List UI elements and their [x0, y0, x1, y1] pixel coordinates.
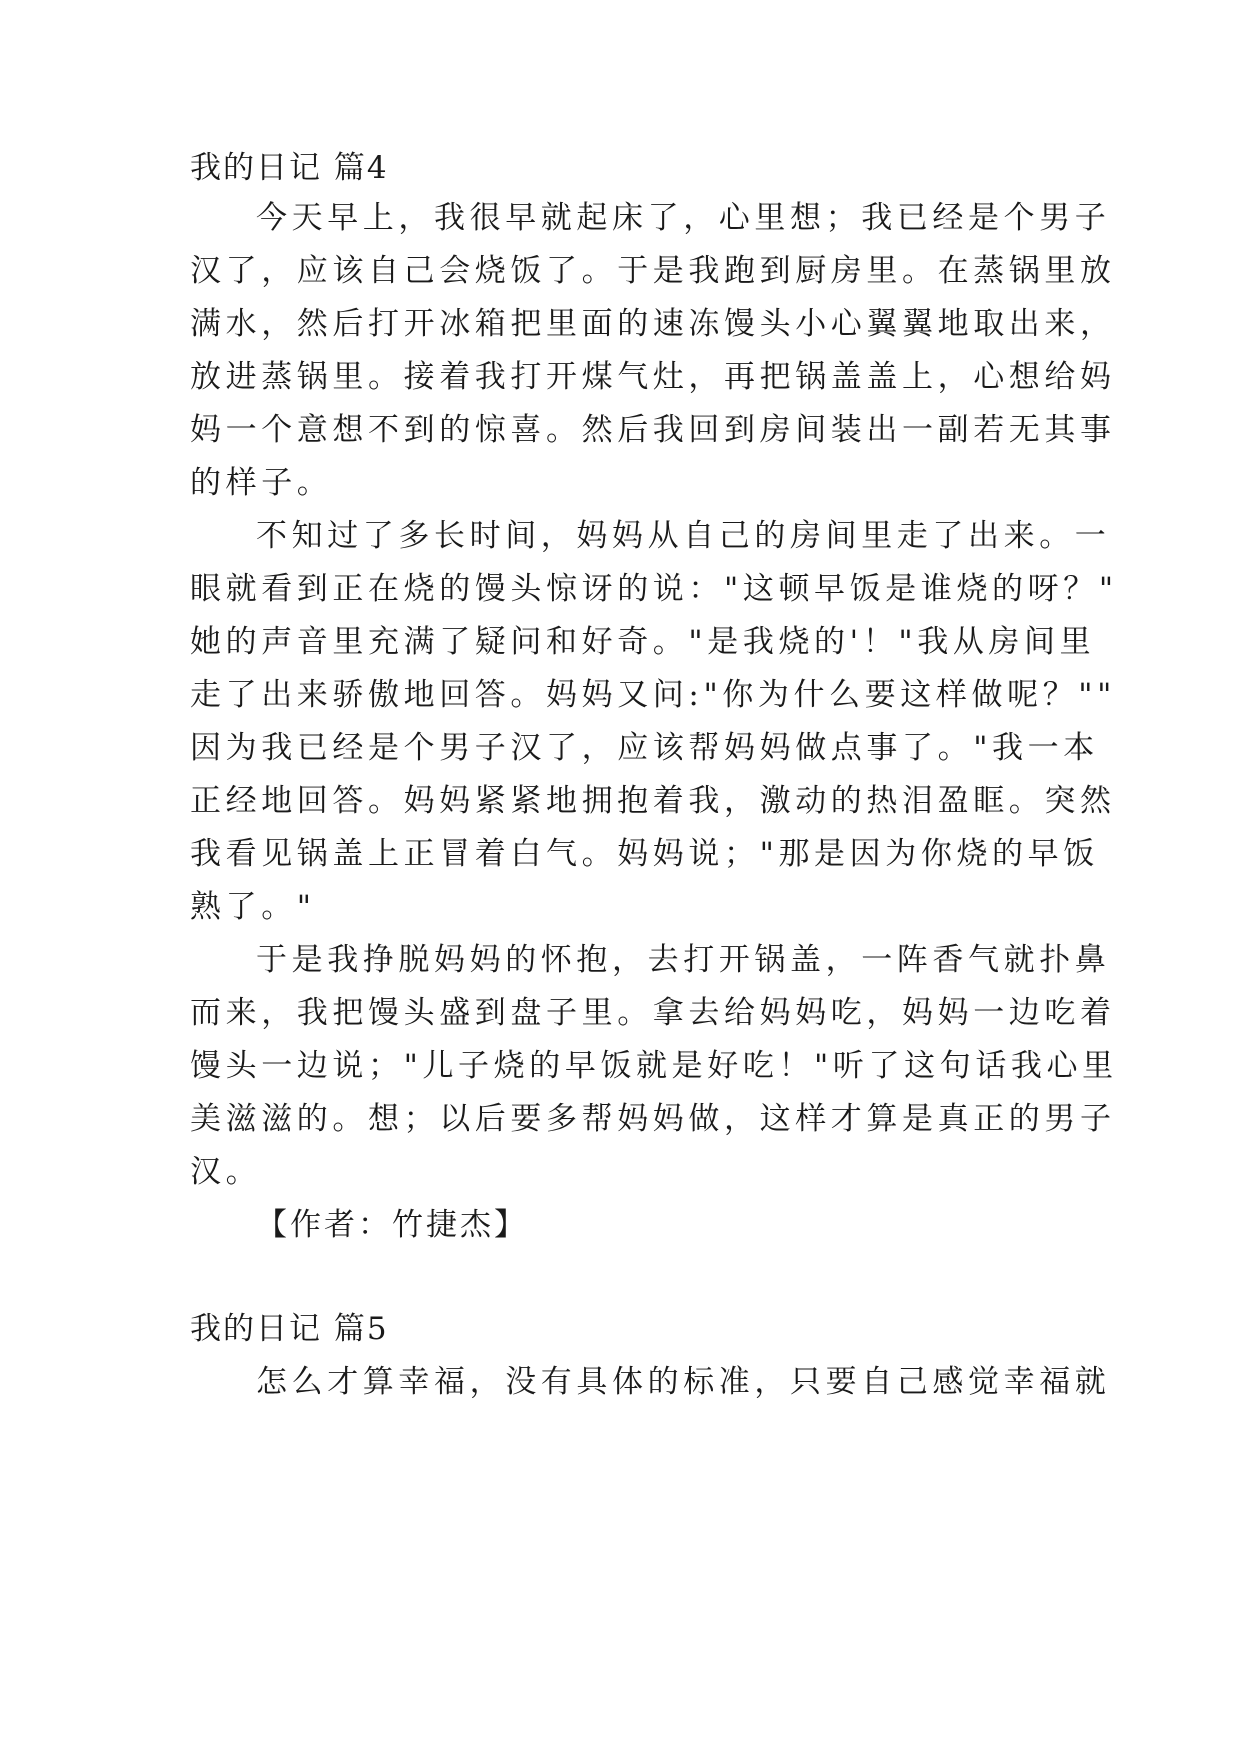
- paragraph-line: 怎么才算幸福，没有具体的标准，只要自己感觉幸福就: [256, 1364, 1111, 1400]
- paragraph-line: 于是我挣脱妈妈的怀抱，去打开锅盖，一阵香气就扑鼻: [256, 942, 1111, 978]
- paragraph-line: 满水，然后打开冰箱把里面的速冻馒头小心翼翼地取出来，: [190, 306, 1116, 342]
- paragraph-line: 妈一个意想不到的惊喜。然后我回到房间装出一副若无其事: [190, 412, 1116, 448]
- paragraph-line: 熟了。": [190, 889, 316, 925]
- paragraph-line: 今天早上，我很早就起床了，心里想；我已经是个男子: [256, 200, 1111, 236]
- paragraph-line: 走了出来骄傲地回答。妈妈又问:"你为什么要这样做呢？"": [190, 677, 1117, 713]
- paragraph-line: 汉。: [190, 1154, 262, 1190]
- paragraph-line: 放进蒸锅里。接着我打开煤气灶，再把锅盖盖上，心想给妈: [190, 359, 1116, 395]
- paragraph-line: 眼就看到正在烧的馒头惊讶的说："这顿早饭是谁烧的呀？": [190, 571, 1118, 607]
- paragraph-line: 我看见锅盖上正冒着白气。妈妈说；"那是因为你烧的早饭: [190, 836, 1099, 872]
- paragraph-line: 不知过了多长时间，妈妈从自己的房间里走了出来。一: [256, 518, 1111, 554]
- paragraph-line: 她的声音里充满了疑问和好奇。"是我烧的'！"我从房间里: [190, 624, 1096, 660]
- section-title: 我的日记 篇5: [190, 1311, 389, 1347]
- paragraph-line: 汉了，应该自己会烧饭了。于是我跑到厨房里。在蒸锅里放: [190, 253, 1116, 289]
- paragraph-line: 正经地回答。妈妈紧紧地拥抱着我，激动的热泪盈眶。突然: [190, 783, 1116, 819]
- paragraph-line: 而来，我把馒头盛到盘子里。拿去给妈妈吃，妈妈一边吃着: [190, 995, 1116, 1031]
- paragraph-line: 美滋滋的。想；以后要多帮妈妈做，这样才算是真正的男子: [190, 1101, 1116, 1137]
- paragraph-line: 馒头一边说；"儿子烧的早饭就是好吃！"听了这句话我心里: [190, 1048, 1118, 1084]
- section-title: 我的日记 篇4: [190, 150, 389, 186]
- paragraph-line: 的样子。: [190, 465, 333, 501]
- paragraph-line: 因为我已经是个男子汉了，应该帮妈妈做点事了。"我一本: [190, 730, 1099, 766]
- author-credit: 【作者：竹捷杰】: [256, 1207, 528, 1243]
